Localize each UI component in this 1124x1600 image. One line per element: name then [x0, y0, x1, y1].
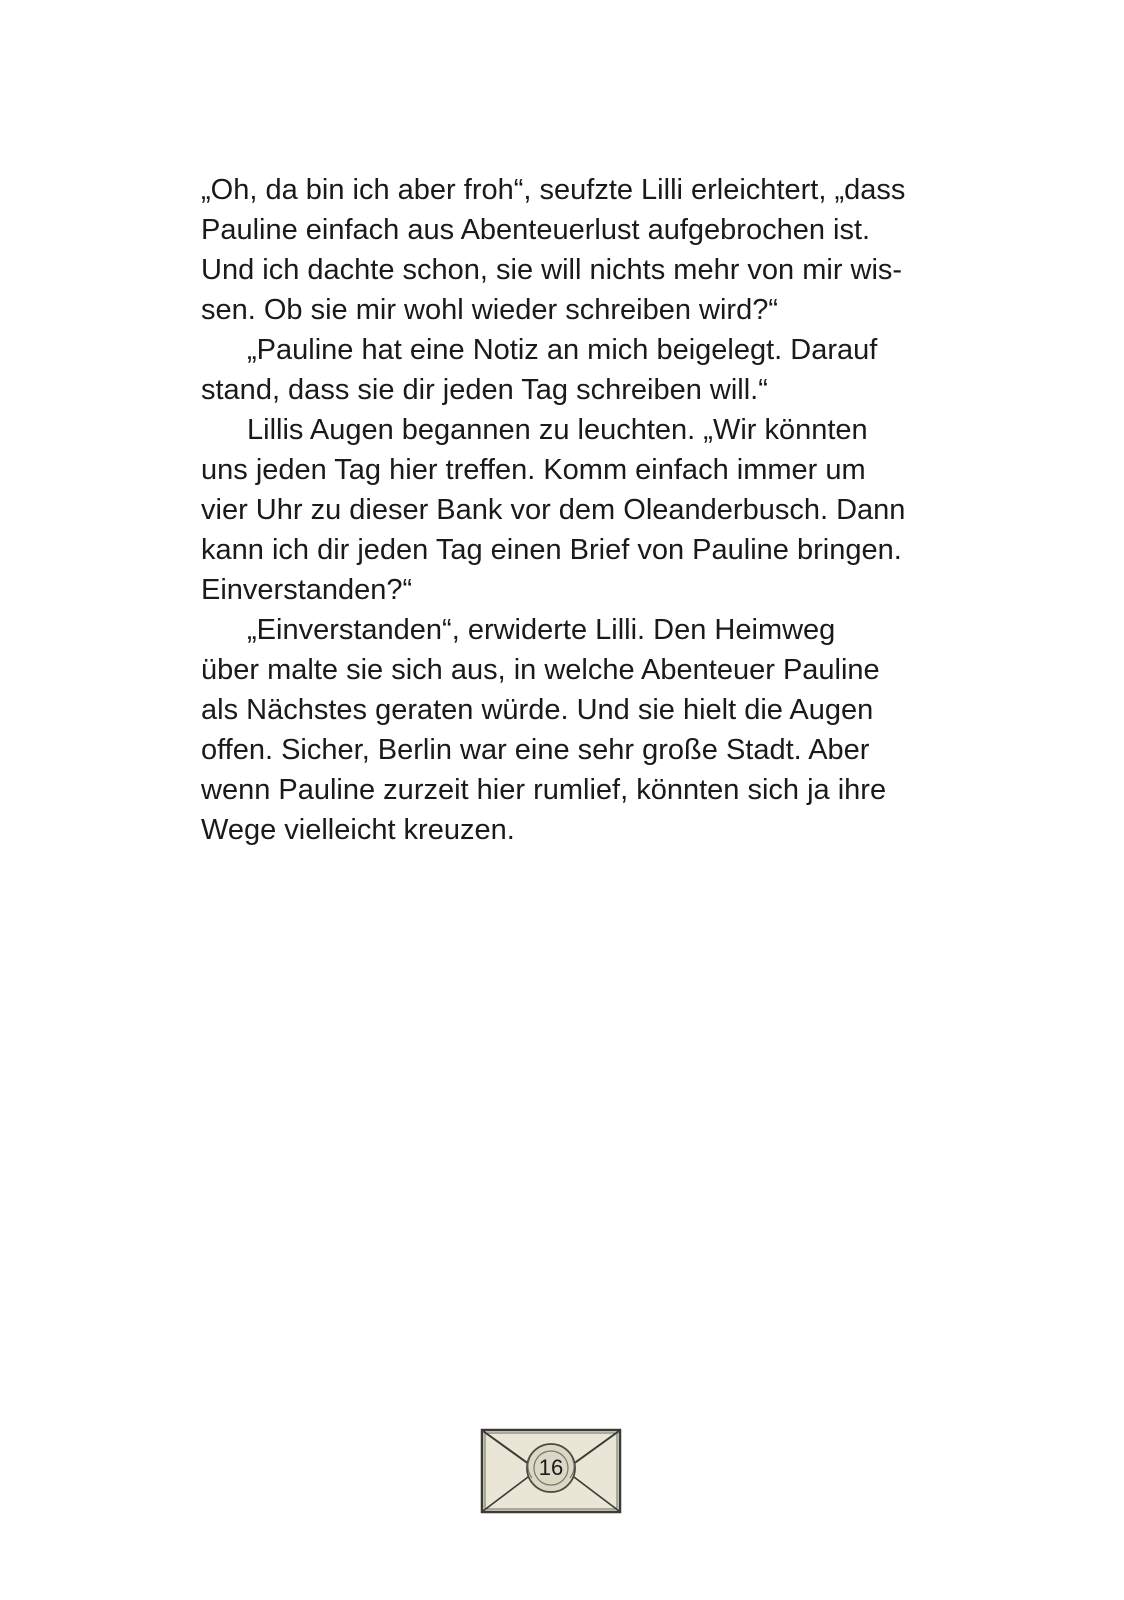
text-line: stand, dass sie dir jeden Tag schreiben will.“ — [201, 374, 768, 406]
page-footer — [480, 1428, 622, 1514]
text-line: Und ich dachte schon, sie will nichts mehr von mir wis- — [201, 254, 903, 286]
text-line: über malte sie sich aus, in welche Abenteuer Pauline — [201, 654, 880, 686]
text-line: Pauline einfach aus Abenteuerlust aufgebrochen ist. — [201, 214, 871, 246]
text-line: Lillis Augen begannen zu leuchten. „Wir könnten — [247, 414, 868, 446]
text-line: uns jeden Tag hier treffen. Komm einfach immer um — [201, 454, 866, 486]
text-line: „Einverstanden“, erwiderte Lilli. Den Heimweg — [247, 614, 836, 646]
text-line: vier Uhr zu dieser Bank vor dem Oleanderbusch. Dann — [201, 494, 906, 526]
text-line: als Nächstes geraten würde. Und sie hielt die Augen — [201, 694, 874, 726]
text-line: „Oh, da bin ich aber froh“, seufzte Lilli erleichtert, „dass — [201, 174, 906, 206]
page-number: 16 — [538, 1455, 564, 1480]
text-line: sen. Ob sie mir wohl wieder schreiben wird?“ — [201, 294, 778, 326]
text-line: Wege vielleicht kreuzen. — [201, 814, 515, 846]
text-line: wenn Pauline zurzeit hier rumlief, könnten sich ja ihre — [201, 774, 887, 806]
text-line: Einverstanden?“ — [201, 574, 413, 606]
text-line: kann ich dir jeden Tag einen Brief von Pauline bringen. — [201, 534, 902, 566]
text-line: „Pauline hat eine Notiz an mich beigelegt. Darauf — [247, 334, 878, 366]
body-text — [201, 170, 941, 850]
text-line: offen. Sicher, Berlin war eine sehr große Stadt. Aber — [201, 734, 870, 766]
